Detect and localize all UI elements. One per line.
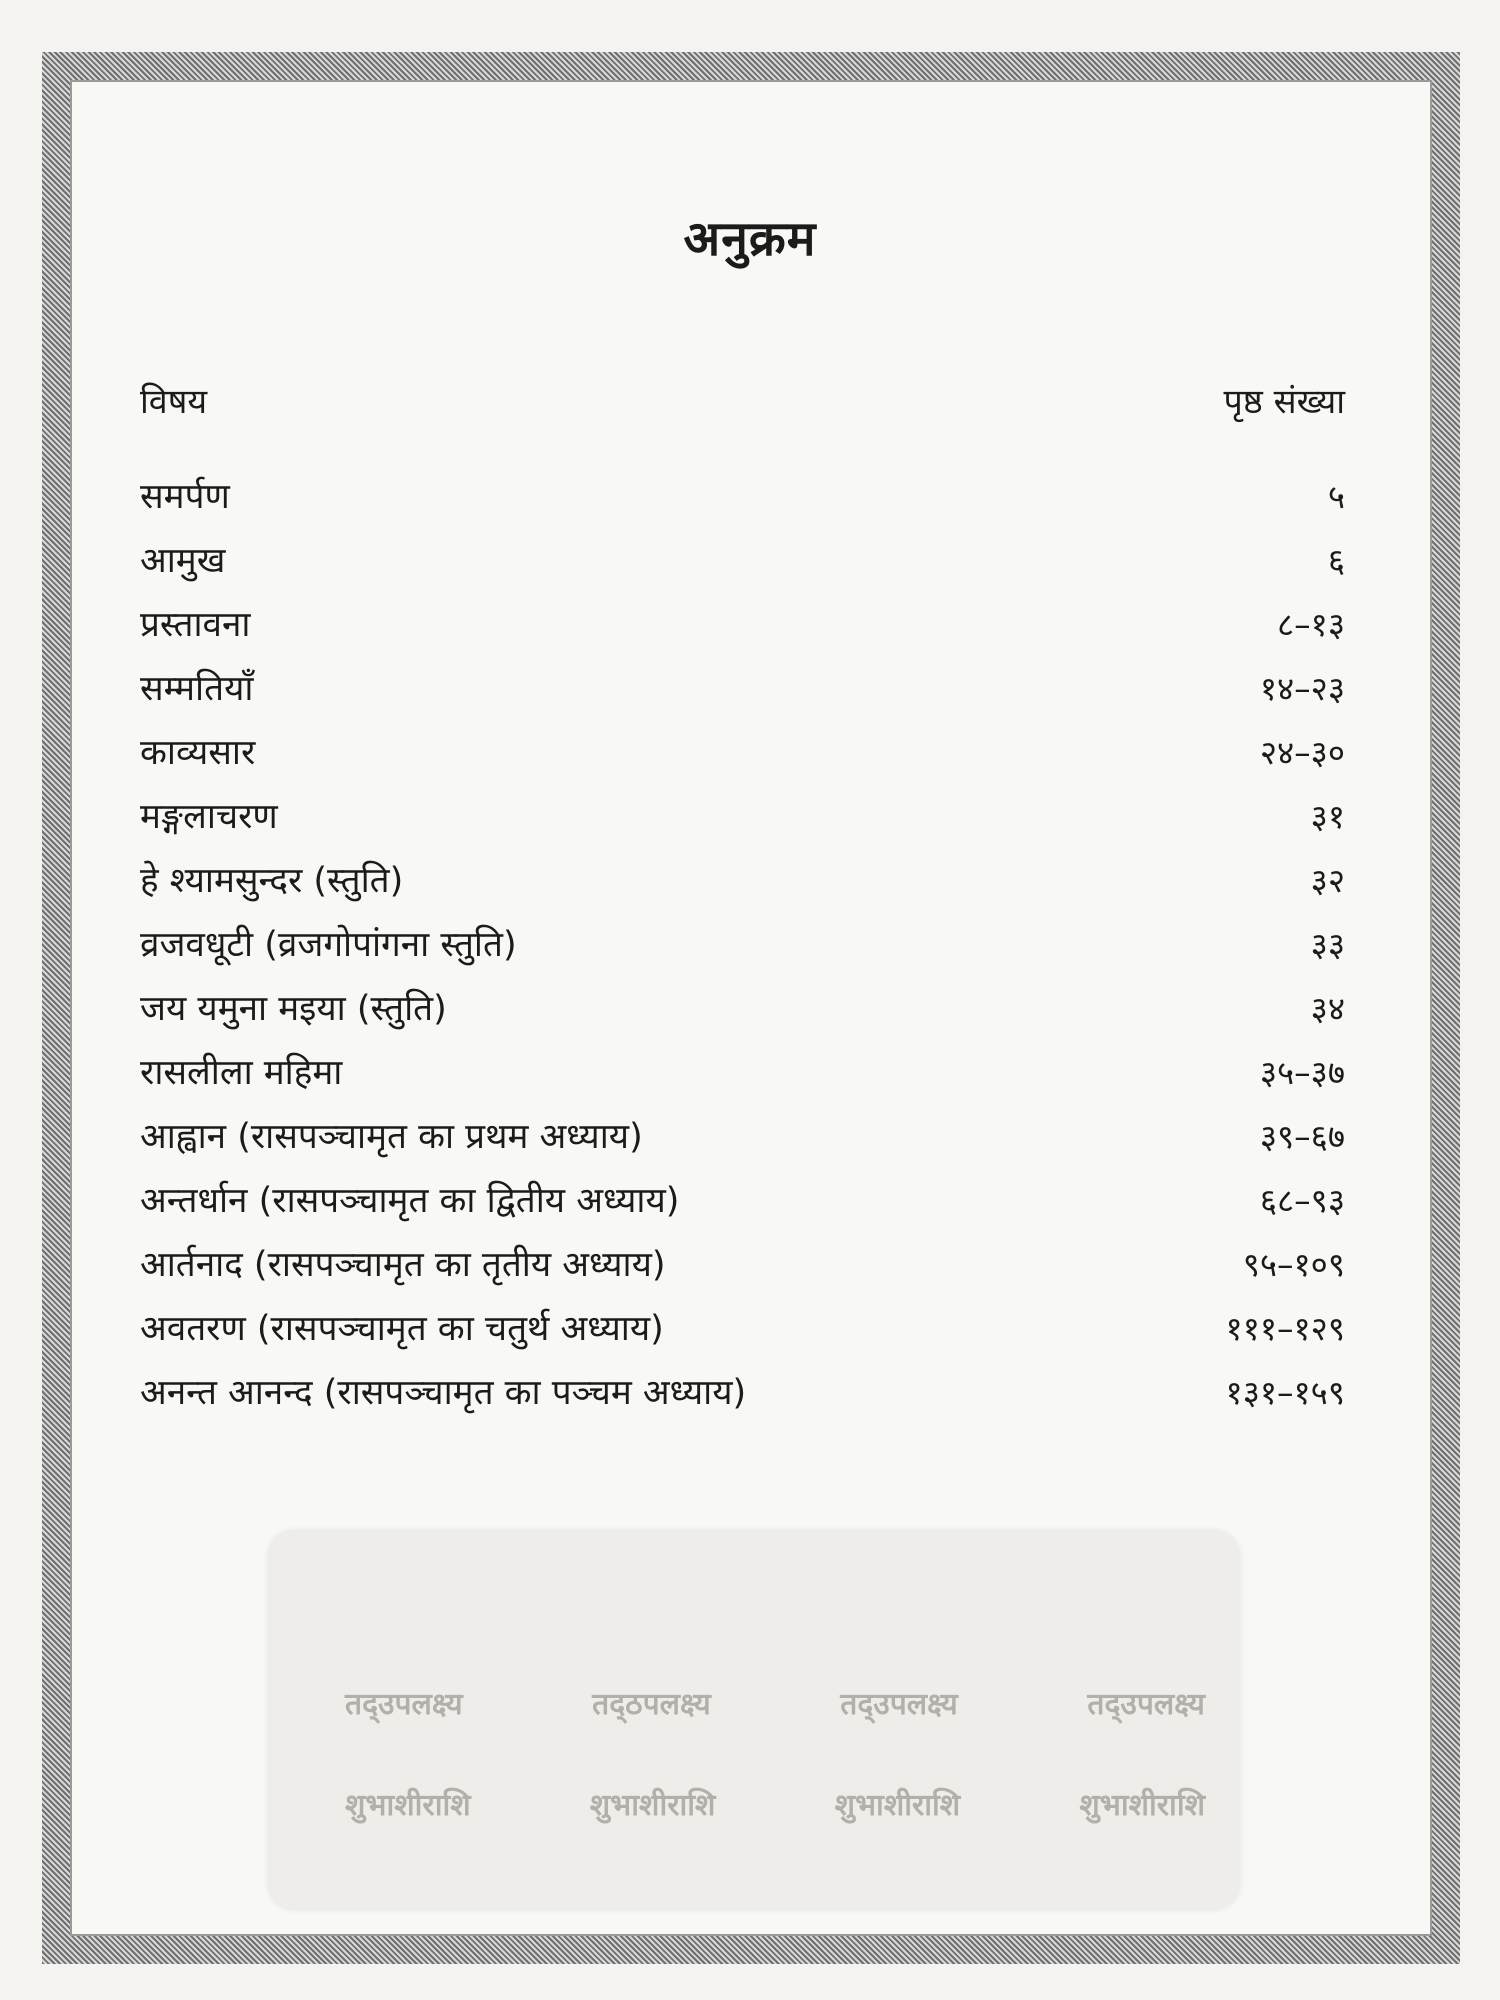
toc-entry-title: व्रजवधूटी (व्रजगोपांगना स्तुति) (140, 924, 517, 965)
toc-entry-page: १११–१२९ (1225, 1308, 1345, 1348)
toc-entry[interactable] (140, 783, 1345, 847)
toc-entry[interactable] (140, 1103, 1345, 1167)
toc-entry-page: ५ (1327, 476, 1345, 516)
toc-entry[interactable] (140, 463, 1345, 527)
show-through-text: शुभाशीराशि (1079, 1788, 1205, 1823)
toc-entry-title: अन्तर्धान (रासपञ्चामृत का द्वितीय अध्याय) (140, 1180, 680, 1221)
toc-entry-title: आमुख (140, 540, 226, 581)
toc-entry-page: ८–१३ (1277, 604, 1345, 644)
toc-entry[interactable] (140, 1359, 1345, 1423)
toc-entry-title: हे श्यामसुन्दर (स्तुति) (140, 860, 404, 901)
show-through-row (345, 1682, 1205, 1723)
toc-entry-title: आह्वान (रासपञ्चामृत का प्रथम अध्याय) (140, 1116, 643, 1157)
toc-header (140, 375, 1345, 425)
show-through-text: शुभाशीराशि (834, 1788, 961, 1823)
toc-entry[interactable] (140, 719, 1345, 783)
toc-entry-title: अनन्त आनन्द (रासपञ्चामृत का पञ्चम अध्याय) (140, 1372, 747, 1413)
show-through-text: तद्उपलक्ष्य (1087, 1687, 1205, 1722)
toc-entry[interactable] (140, 527, 1345, 591)
toc-entry-title: प्रस्तावना (140, 604, 251, 645)
toc-entry-title: अवतरण (रासपञ्चामृत का चतुर्थ अध्याय) (140, 1308, 664, 1349)
toc-entry[interactable] (140, 1039, 1345, 1103)
show-through-text: तद्उपलक्ष्य (840, 1687, 958, 1722)
toc-entry-title: रासलीला महिमा (140, 1052, 343, 1093)
toc-entry[interactable] (140, 1231, 1345, 1295)
toc-entry-title: आर्तनाद (रासपञ्चामृत का तृतीय अध्याय) (140, 1244, 666, 1285)
toc-entry-page: ३९–६७ (1259, 1116, 1345, 1156)
toc-entry-title: काव्यसार (140, 732, 256, 773)
toc-entry-page: ३३ (1310, 924, 1345, 964)
show-through-text: शुभाशीराशि (345, 1788, 471, 1823)
toc-entry-page: १४–२३ (1259, 668, 1345, 708)
toc-entry-page: ९५–१०९ (1242, 1244, 1345, 1284)
show-through-text: शुभाशीराशि (589, 1788, 716, 1823)
page-title: अनुक्रम (683, 211, 817, 267)
toc-entry[interactable] (140, 655, 1345, 719)
toc-entry-title: सम्मतियाँ (140, 668, 254, 709)
toc-entry-page: ६८–९३ (1259, 1180, 1345, 1220)
show-through-text: तद्ठपलक्ष्य (592, 1687, 711, 1722)
toc-entry-page: ३१ (1310, 796, 1345, 836)
show-through-row (345, 1783, 1205, 1824)
show-through-text: तद्उपलक्ष्य (345, 1687, 463, 1722)
toc-entry[interactable] (140, 1295, 1345, 1359)
toc-entry-page: ३२ (1310, 860, 1345, 900)
toc-entry-page: २४–३० (1259, 732, 1345, 772)
toc-entry-title: समर्पण (140, 476, 230, 517)
toc-entry[interactable] (140, 975, 1345, 1039)
toc-list (140, 463, 1345, 1423)
page-number-column-header: पृष्ठ संख्या (1223, 382, 1345, 422)
toc-entry-page: १३१–१५९ (1225, 1372, 1345, 1412)
toc-entry[interactable] (140, 847, 1345, 911)
toc-entry[interactable] (140, 1167, 1345, 1231)
toc-entry[interactable] (140, 911, 1345, 975)
toc-entry-page: ६ (1327, 540, 1345, 580)
toc-entry-page: ३४ (1310, 988, 1345, 1028)
toc-entry-page: ३५–३७ (1259, 1052, 1345, 1092)
toc-entry-title: जय यमुना मइया (स्तुति) (140, 988, 447, 1029)
toc-entry[interactable] (140, 591, 1345, 655)
subject-column-header: विषय (140, 382, 208, 422)
toc-entry-title: मङ्गलाचरण (140, 796, 278, 837)
